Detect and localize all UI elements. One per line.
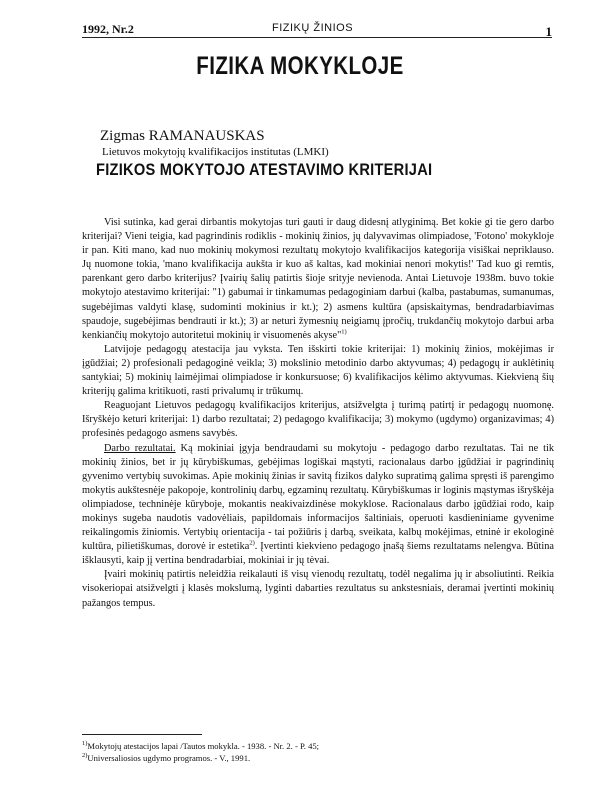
footnote-text: Universaliosios ugdymo programos. - V., 1991. <box>87 753 251 763</box>
header-rule <box>82 37 552 38</box>
article-body <box>82 216 554 611</box>
footnote-ref[interactable]: 1) <box>341 328 347 336</box>
author-name: Zigmas RAMANAUSKAS <box>100 128 265 144</box>
paragraph-text: Ką mokiniai įgyja bendraudami su mokytoju - pedagogo darbo rezultatas. Tai ne tik mokinių žinios, bet ir jų kūrybiškumas, gebėjimas logiškai mąstyti, racionalaus darbo įgūdžiai ir pagrindinių gyvenimo vertybių suvokimas. Apie mokinių žinias ir savitą fizikos dalyko supratimą galima spręsti iš parengimo mokytis aukštesnėje pakopoje, kontrolinių darbų, egzaminų rezultatų. Kūrybiškumas ir loginis mąstymas išryškėja olimpiadose, techninėje kūryboje, mokantis neakivaizdinėse mokyklose. Racionalaus darbo įgūdžiai rodo, kaip mokinys sugeba naudotis vadovėliais, papildomais informacijos šaltiniais, operuoti kasdieniniame gyvenime reikalingomis žiniomis. Vertybių orientacija - tai požiūris į darbą, sveikata, kalbų mokėjimas, etninė ir ekologinė kultūra, pilietiškumas, dorovė ir estetika <box>82 442 554 553</box>
page-number: 1 <box>545 24 552 39</box>
footnote-ref[interactable]: 2) <box>249 539 255 547</box>
footnote <box>82 740 552 752</box>
article-title: FIZIKOS MOKYTOJO ATESTAVIMO KRITERIJAI <box>96 160 433 179</box>
paragraph-text: Visi sutinka, kad gerai dirbantis mokytojas turi gauti ir daug didesnį atlyginimą. Bet kokie gi tie gero darbo kriterijai? Vieni teigia, kad pagrindinis rodiklis - mokinių žinios, jų dalyvavimas olimpiadose, 'Fotono' mokykloje ir pan. Kiti mano, kad nuo mokinių mokymosi rezultatų mokytojo kvalifikacijos kategorija visiškai nepriklauso. Jų nuomone tokia, 'mano kvalifikacija aukšta ir kuo aš kaltas, kad mokiniai nenori mokytis!' Tad kuo gi remtis, parenkant gero darbo kriterijus? Įvairių šalių patirtis šioje srityje nevienoda. Antai Lietuvoje 1938m. buvo tokie mokytojo atestavimo kriterijai: "1) gabumai ir tinkamumas pedagoginiam darbui (kalba, pastabumas, sumanumas, sugebėjimas valdyti klasę, sudominti mokinius ir kt.); 2) asmens kultūra (apsiskaitymas, bendradarbiavimas spaudoje, sugebėjimas bendrauti ir kt.); 3) ar neturi žymesnių neigiamų įpročių, trukdančių mokytojo darbui arba kenkiančių mokytojo autoritetui mokinių ir visuomenės akyse" <box>82 217 554 341</box>
paragraph <box>82 442 554 569</box>
issue-label: 1992, Nr.2 <box>82 22 134 36</box>
author-affiliation: Lietuvos mokytojų kvalifikacijos institutas (LMKI) <box>102 146 329 158</box>
section-title: FIZIKA MOKYKLOJE <box>196 52 404 80</box>
running-header <box>82 22 552 39</box>
paragraph: Latvijoje pedagogų atestacija jau vyksta. Ten išskirti tokie kriterijai: 1) mokinių žinios, mokėjimas ir įgūdžiai; 2) profesionali pedagoginė veikla; 3) mokslinio metodinio darbo aktyvumas; 4) pedagogų ir auklėtinių santykiai; 5) mokinių laimėjimai olimpiadose ir konkursuose; 6) kvalifikacijos kėlimo aktyvumas. Kiekvieną šių kriterijų galima kritikuoti, rasti privalumų ir trūkumų. <box>82 343 554 398</box>
footnote-rule <box>82 734 202 735</box>
footnotes <box>82 740 552 764</box>
footnote-text: Mokytojų atestacijos lapai /Tautos mokykla. - 1938. - Nr. 2. - P. 45; <box>87 741 320 751</box>
footnote-marker: 1) <box>82 740 88 748</box>
journal-name: FIZIKŲ ŽINIOS <box>272 22 354 34</box>
paragraph: Įvairi mokinių patirtis neleidžia reikalauti iš visų vienodų rezultatų, todėl negalima jų ir absoliutinti. Reikia visokeriopai atsižvelgti į klasės mokslumą, lyginti dabarties rezultatus su ankstesniais, deramai įvertinti mokinių pažangos tempus. <box>82 569 554 609</box>
subheading-inline: Darbo rezultatai. <box>104 442 176 454</box>
paragraph <box>82 216 554 343</box>
footnote-marker: 2) <box>82 752 88 760</box>
footnote <box>82 752 552 764</box>
paragraph-text: . Įvertinti kiekvieno pedagogo įnašą šiems rezultatams nelengva. Būtina išklausyti, kaip jį vertina bendradarbiai, mokiniai ir jų tėvai. <box>82 541 554 567</box>
paragraph: Reaguojant Lietuvos pedagogų kvalifikacijos kriterijus, atsižvelgta į turimą patirtį ir pedagogų nuomonę. Išryškėjo keturi kriterijai: 1) darbo rezultatai; 2) pedagogo kvalifikacija; 3) mokymo (ugdymo) organizavimas; 4) profesinės pedagogo asmens savybės. <box>82 400 554 440</box>
